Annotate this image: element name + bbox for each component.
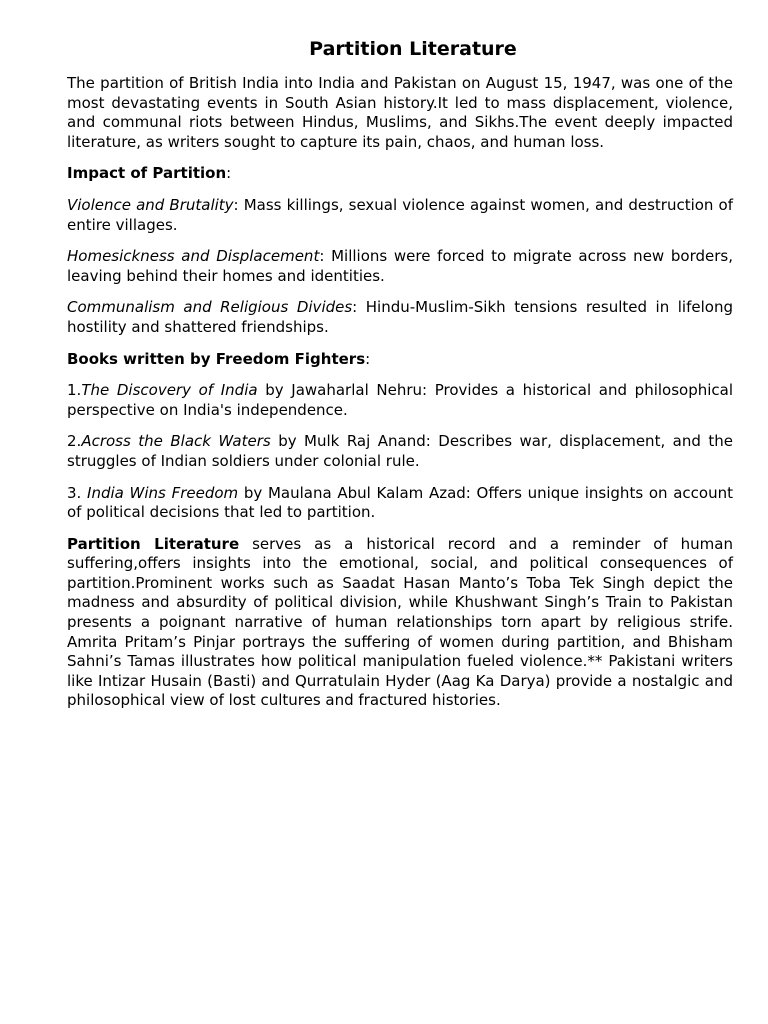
impact-heading: [67, 164, 733, 184]
impact-item-term: Violence and Brutality: [67, 195, 234, 214]
conclusion-lead: Partition Literature: [67, 534, 240, 553]
book-item-prefix: 1.: [67, 381, 82, 400]
impact-item-text: : Mass killings, sexual violence against women, and destruction of entire villages.: [67, 195, 733, 234]
book-title: Across the Black Waters: [81, 432, 271, 451]
page-title: Partition Literature: [309, 38, 517, 60]
book-title: The Discovery of India: [81, 381, 258, 400]
book-item-text: by Jawaharlal Nehru: Provides a historical and philosophical perspective on India's independence.: [67, 381, 734, 419]
book-item-text: by Mulk Raj Anand: Describes war, displacement, and the struggles of Indian soldiers under colonial rule.: [67, 432, 733, 470]
book-item-prefix: 2.: [67, 432, 82, 451]
impact-item-text: : Millions were forced to migrate across new borders, leaving behind their homes and identities.: [67, 247, 733, 285]
books-heading-text: Books written by Freedom Fighters: [67, 349, 366, 368]
book-item-1: [67, 381, 733, 420]
conclusion-text: serves as a historical record and a reminder of human suffering,offers insights into the emotional, social, and political consequences of partition.Prominent works such as Saadat Hasan Manto’s Toba Tek Singh depict the madness and absurdity of political division, while Khushwant Singh’s Train to Pakistan presents a poignant narrative of human relationships torn apart by religious strife. Amrita Pritam’s Pinjar portrays the suffering of women during partition, and Bhisham Sahni’s Tamas illustrates how political manipulation fueled violence.** Pakistani writers like Intizar Husain (Basti) and Qurratulain Hyder (Aag Ka Darya) provide a nostalgic and philosophical view of lost cultures and fractured histories.: [67, 534, 733, 710]
book-item-prefix: 3.: [67, 483, 88, 502]
book-item-2: [67, 432, 733, 471]
impact-item-displacement: [67, 247, 733, 286]
book-item-3: [67, 484, 733, 523]
impact-item-communalism: [67, 298, 733, 337]
impact-item-term: Homesickness and Displacement: [67, 247, 320, 266]
books-heading-colon: :: [365, 349, 371, 368]
book-item-text: by Maulana Abul Kalam Azad: Offers unique insights on account of political decisions that led to partition.: [67, 483, 733, 522]
impact-heading-text: Impact of Partition: [67, 164, 227, 183]
books-heading: [67, 350, 733, 370]
intro-paragraph: The partition of British India into India and Pakistan on August 15, 1947, was one of the most devastating events in South Asian history.It led to mass displacement, violence, and communal riots between Hindus, Muslims, and Sikhs.The event deeply impacted literature, as writers sought to capture its pain, chaos, and human loss.: [67, 74, 733, 151]
book-title: India Wins Freedom: [87, 483, 239, 502]
impact-heading-colon: :: [226, 164, 232, 183]
impact-item-text: : Hindu-Muslim-Sikh tensions resulted in lifelong hostility and shattered friendships.: [67, 298, 733, 336]
conclusion-paragraph: [67, 535, 733, 711]
impact-item-violence: [67, 196, 733, 235]
impact-item-term: Communalism and Religious Divides: [67, 298, 353, 317]
